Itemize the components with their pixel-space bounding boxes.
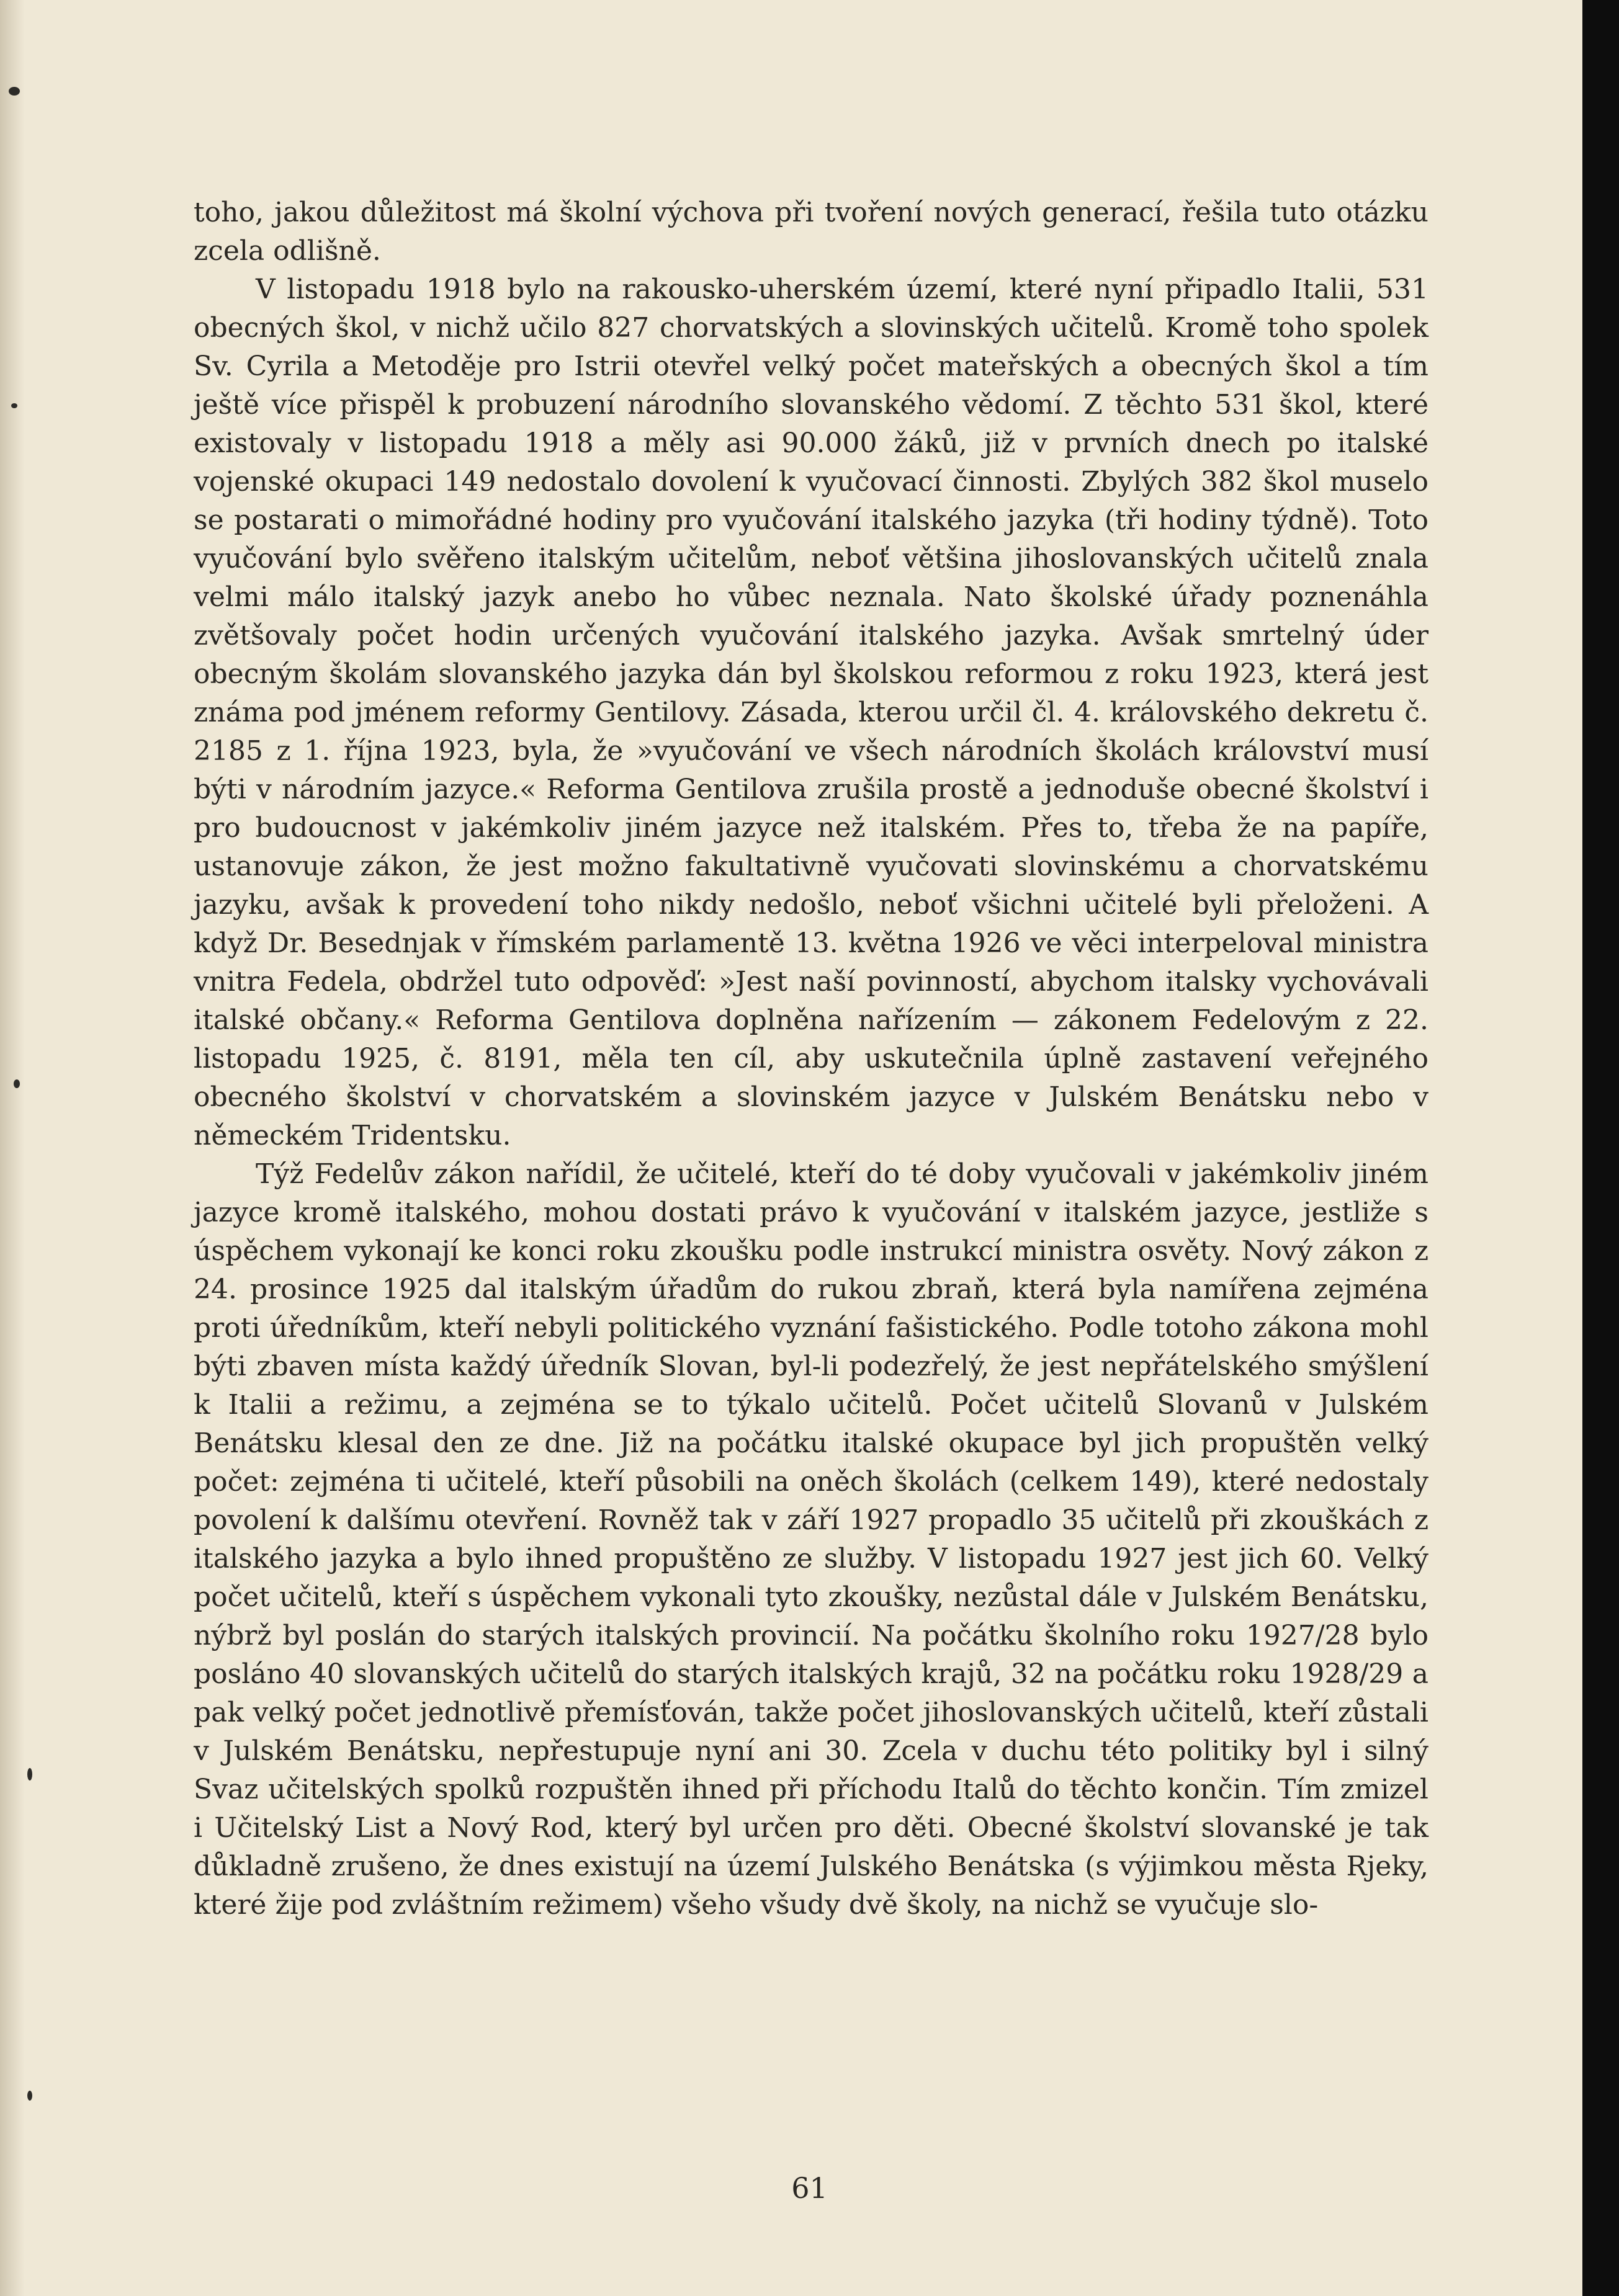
binding-shadow [0, 0, 25, 2296]
page-number: 61 [791, 2171, 828, 2205]
binding-mark [9, 87, 20, 96]
paragraph-continued: toho, jakou důležitost má školní výchova při tvoření nových generací, řešila tuto otázku zcela odlišně. [194, 197, 1428, 267]
binding-mark [14, 1079, 20, 1088]
paragraph: V listopadu 1918 bylo na rakousko-uherském území, které nyní připadlo Italii, 531 obecných škol, v nichž učilo 827 chorvatských a slovinských učitelů. Kromě toho spolek Sv. Cyrila a Metoděje pro Istrii otevřel velký počet mateřských a obecných škol a tím ještě více přispěl k probuzení národního slovanského vědomí. Z těchto 531 škol, které existovaly v listopadu 1918 a měly asi 90.000 žáků, již v prvních dnech po italské vojenské okupaci 149 nedostalo dovolení k vyučovací činnosti. Zbylých 382 škol muselo se postarati o mimořádné hodiny pro vyučování italského jazyka (tři hodiny týdně). Toto vyučování bylo svěřeno italským učitelům, neboť většina jihoslovanských učitelů znala velmi málo italský jazyk anebo ho vůbec neznala. Nato školské úřady poznenáhla zvětšovaly počet hodin určených vyučování italského jazyka. Avšak smrtelný úder obecným školám slovanského jazyka dán byl školskou reformou z roku 1923, která jest známa pod jménem reformy Gentilovy. Zásada, kterou určil čl. 4. královského dekretu č. 2185 z 1. října 1923, byla, že »vyučování ve všech národních školách království musí býti v národním jazyce.« Reforma Gentilova zrušila prostě a jednoduše obecné školství i pro budoucnost v jakémkoliv jiném jazyce než italském. Přes to, třeba že na papíře, ustanovuje zákon, že jest možno fakultativně vyučovati slovinskému a chorvatskému jazyku, avšak k provedení toho nikdy nedošlo, neboť všichni učitelé byli přeloženi. A když Dr. Besednjak v římském parlamentě 13. května 1926 ve věci interpeloval ministra vnitra Fedela, obdržel tuto odpověď: »Jest naší povinností, abychom italsky vychovávali italské občany.« Reforma Gentilova doplněna nařízením — zákonem Fedelovým z 22. listopadu 1925, č. 8191, měla ten cíl, aby uskutečnila úplně zastavení veřejného obecného školství v chorvatském a slovinském jazyce v Julském Benátsku nebo v německém Tridentsku. [194, 274, 1428, 1151]
binding-mark [11, 403, 17, 408]
body-text [194, 194, 1428, 1924]
binding-mark [27, 1768, 32, 1780]
scan-border [1582, 0, 1619, 2296]
binding-mark [27, 2091, 32, 2101]
paragraph: Týž Fedelův zákon nařídil, že učitelé, kteří do té doby vyučovali v jakémkoliv jiném jazyce kromě italského, mohou dostati právo k vyučování v italském jazyce, jestliže s úspěchem vykonají ke konci roku zkoušku podle instrukcí ministra osvěty. Nový zákon z 24. prosince 1925 dal italským úřadům do rukou zbraň, která byla namířena zejména proti úředníkům, kteří nebyli politického vyznání fašistického. Podle totoho zákona mohl býti zbaven místa každý úředník Slovan, byl-li podezřelý, že jest nepřátelského smýšlení k Italii a režimu, a zejména se to týkalo učitelů. Počet učitelů Slovanů v Julském Benátsku klesal den ze dne. Již na počátku italské okupace byl jich propuštěn velký počet: zejména ti učitelé, kteří působili na oněch školách (celkem 149), které nedostaly povolení k dalšímu otevření. Rovněž tak v září 1927 propadlo 35 učitelů při zkouškách z italského jazyka a bylo ihned propuštěno ze služby. V listopadu 1927 jest jich 60. Velký počet učitelů, kteří s úspěchem vykonali tyto zkoušky, nezůstal dále v Julském Benátsku, nýbrž byl poslán do starých italských provincií. Na počátku školního roku 1927/28 bylo posláno 40 slovanských učitelů do starých italských krajů, 32 na počátku roku 1928/29 a pak velký počet jednotlivě přemísťován, takže počet jihoslovanských učitelů, kteří zůstali v Julském Benátsku, nepřestupuje nyní ani 30. Zcela v duchu této politiky byl i silný Svaz učitelských spolků rozpuštěn ihned při příchodu Italů do těchto končin. Tím zmizel i Učitelský List a Nový Rod, který byl určen pro děti. Obecné školství slovanské je tak důkladně zrušeno, že dnes existují na území Julského Benátska (s výjimkou města Rjeky, které žije pod zvláštním režimem) všeho všudy dvě školy, na nichž se vyučuje slo- [194, 1158, 1428, 1921]
